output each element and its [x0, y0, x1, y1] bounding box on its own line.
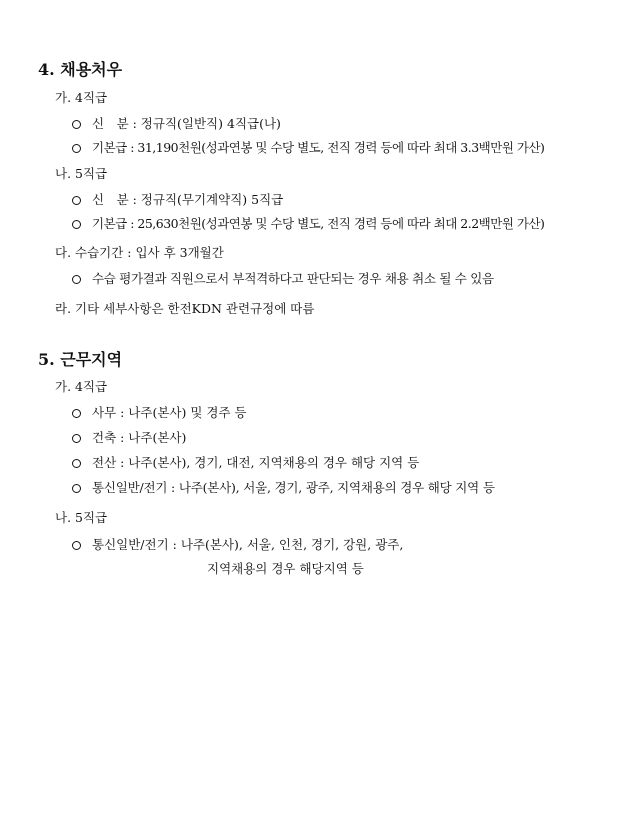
bullet-text: 신 분 : 정규직(일반직) 4직급(나): [92, 116, 281, 131]
bullet-circle-icon: [72, 220, 81, 229]
section-4-da-bullet-1: [72, 271, 494, 287]
section-4-na-bullet-1: [72, 192, 283, 208]
section-4-ga-bullet-1: [72, 116, 281, 132]
bullet-text: 기본급 : 31,190천원(성과연봉 및 수당 별도, 전직 경력 등에 따라 최대 3.3백만원 가산): [92, 140, 545, 155]
section-5-na-bullet-1: [72, 537, 403, 553]
bullet-text: 전산 : 나주(본사), 경기, 대전, 지역채용의 경우 해당 지역 등: [92, 455, 420, 470]
section-4-sub-na: 나. 5직급: [55, 166, 108, 181]
bullet-circle-icon: [72, 196, 81, 205]
bullet-circle-icon: [72, 144, 81, 153]
bullet-text: 기본급 : 25,630천원(성과연봉 및 수당 별도, 전직 경력 등에 따라 최대 2.2백만원 가산): [92, 216, 545, 231]
section-4-ga-bullet-2: [72, 140, 544, 156]
bullet-text: 건축 : 나주(본사): [92, 430, 187, 445]
bullet-text: 신 분 : 정규직(무기계약직) 5직급: [92, 192, 284, 207]
section-4-na-bullet-2: [72, 216, 544, 232]
bullet-circle-icon: [72, 541, 81, 550]
bullet-text: 통신일반/전기 : 나주(본사), 서울, 인천, 경기, 강원, 광주,: [92, 537, 404, 552]
section-5-na-continuation: 지역채용의 경우 해당지역 등: [207, 561, 364, 576]
section-5-ga-bullet-3: [72, 455, 419, 471]
bullet-text: 통신일반/전기 : 나주(본사), 서울, 경기, 광주, 지역채용의 경우 해당 지역 등: [92, 480, 495, 495]
section-4-sub-da: 다. 수습기간 : 입사 후 3개월간: [55, 245, 224, 260]
section-4-title: 4. 채용처우: [38, 60, 123, 79]
section-5-sub-ga: 가. 4직급: [55, 379, 108, 394]
section-4-sub-ga: 가. 4직급: [55, 90, 108, 105]
section-4-sub-ra: 라. 기타 세부사항은 한전KDN 관련규정에 따름: [55, 301, 315, 316]
section-5-ga-bullet-2: [72, 430, 186, 446]
section-5-title: 5. 근무지역: [38, 350, 123, 369]
bullet-circle-icon: [72, 120, 81, 129]
bullet-circle-icon: [72, 484, 81, 493]
bullet-circle-icon: [72, 459, 81, 468]
bullet-circle-icon: [72, 275, 81, 284]
bullet-circle-icon: [72, 409, 81, 418]
bullet-text: 사무 : 나주(본사) 및 경주 등: [92, 405, 247, 420]
bullet-text: 수습 평가결과 직원으로서 부적격하다고 판단되는 경우 채용 취소 될 수 있음: [92, 271, 494, 286]
bullet-circle-icon: [72, 434, 81, 443]
section-5-sub-na: 나. 5직급: [55, 510, 108, 525]
section-5-ga-bullet-4: [72, 480, 495, 496]
section-5-ga-bullet-1: [72, 405, 247, 421]
